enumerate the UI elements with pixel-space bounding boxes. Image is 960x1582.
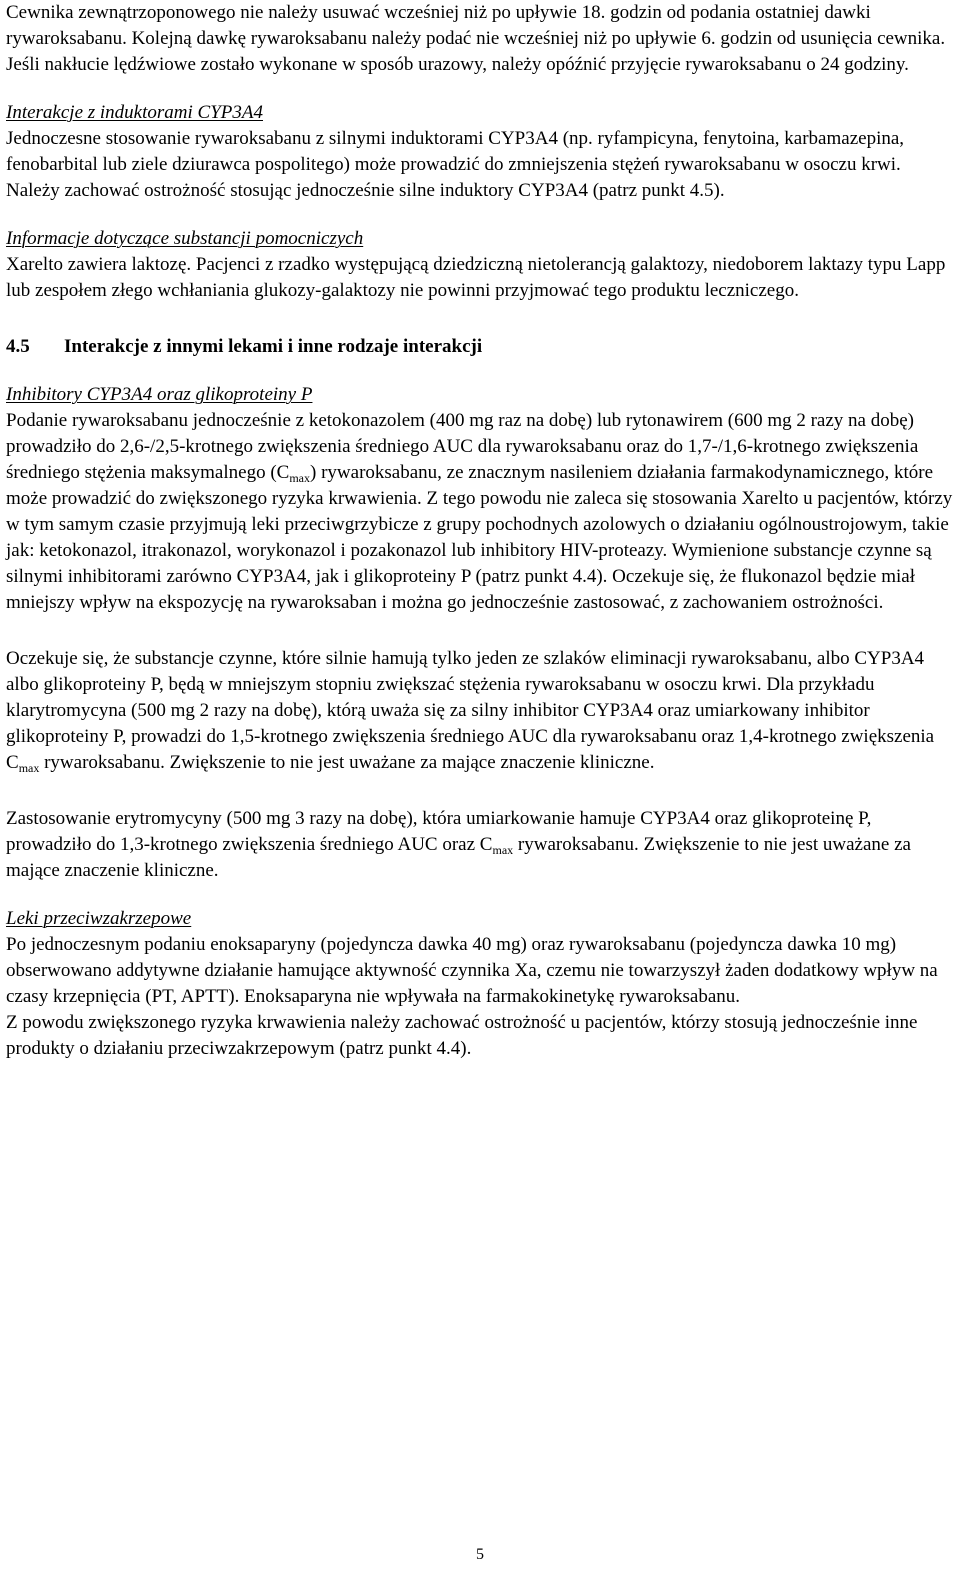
paragraph-inhibitors-clarithromycin [6,646,954,776]
text-segment: Podanie rywaroksabanu jednocześnie z ketokonazolem (400 mg raz na dobę) lub rytonawirem (600 mg 2 razy na dobę) prowadziło do 2,6-/2,5-krotnego zwiększenia średniego AUC dla rywaroksabanu oraz do 1,7-/1,6-krotnego zwiększenia średniego stężenia maksymalnego (C [6,410,919,483]
text-segment: rywaroksabanu. Zwiększenie to nie jest uważane za mające znaczenie kliniczne. [6,834,911,881]
intro-paragraph-catheter: Cewnika zewnątrzoponowego nie należy usuwać wcześniej niż po upływie 18. godzin od podania ostatniej dawki rywaroksabanu. Kolejną dawkę rywaroksabanu należy podać nie wcześniej niż po upływie 6. godzin od usunięcia cewnika. [6,2,946,49]
page-number: 5 [476,1546,484,1563]
paragraph-anticoagulants-enoxaparin: Po jednoczesnym podaniu enoksaparyny (pojedyncza dawka 40 mg) oraz rywaroksabanu (pojedyncza dawka 10 mg) obserwowano addytywne działanie hamujące aktywność czynnika Xa, czemu nie towarzyszył żaden dodatkowy wpływ na czasy krzepnięcia (PT, APTT). Enoksaparyna nie wpływała na farmakokinetykę rywaroksabanu. [6,934,938,1007]
subscript-max: max [18,761,40,775]
section-heading-4-5 [6,334,954,360]
text-segment: Zastosowanie erytromycyny (500 mg 3 razy na dobę), która umiarkowanie hamuje CYP3A4 oraz glikoproteinę P, prowadziło do 1,3-krotnego zwiększenia średniego AUC oraz C [6,808,872,855]
subscript-max: max [492,843,514,857]
document-page [6,0,954,1062]
paragraph-excipients: Xarelto zawiera laktozę. Pacjenci z rzadko występującą dziedziczną nietolerancją galaktozy, niedoborem laktazy typu Lapp lub zespołem złego wchłaniania glukozy-galaktozy nie powinni przyjmować tego produktu leczniczego. [6,254,946,301]
text-segment: Oczekuje się, że substancje czynne, które silnie hamują tylko jeden ze szlaków eliminacji rywaroksabanu, albo CYP3A4 albo glikoproteiny P, będą w mniejszym stopniu zwiększać stężenia rywaroksabanu w osoczu krwi. Dla przykładu klarytromycyna (500 mg 2 razy na dobę), którą uważa się za silny inhibitor CYP3A4 oraz umiarkowany inhibitor glikoproteiny P, prowadzi do 1,5-krotnego zwiększenia średniego AUC dla rywaroksabanu oraz 1,4-krotnego zwiększenia C [6,648,935,773]
paragraph-inhibitors-erythromycin [6,806,954,884]
section-number: 4.5 [6,336,30,357]
heading-inhibitors: Inhibitory CYP3A4 oraz glikoproteiny P [6,384,313,405]
heading-cyp3a4-inducers: Interakcje z induktorami CYP3A4 [6,102,263,123]
paragraph-inhibitors-ketoconazole [6,408,954,616]
heading-anticoagulants: Leki przeciwzakrzepowe [6,908,192,929]
paragraph-cyp3a4-inducers: Jednoczesne stosowanie rywaroksabanu z silnymi induktorami CYP3A4 (np. ryfampicyna, fenytoina, karbamazepina, fenobarbital lub ziele dziurawca pospolitego) może prowadzić do zmniejszenia stężeń rywaroksabanu w osoczu krwi. Należy zachować ostrożność stosując jednocześnie silne induktory CYP3A4 (patrz punkt 4.5). [6,128,905,201]
heading-excipients: Informacje dotyczące substancji pomocniczych [6,228,364,249]
intro-paragraph-lumbar-puncture: Jeśli nakłucie lędźwiowe zostało wykonane w sposób urazowy, należy opóźnić przyjęcie rywaroksabanu o 24 godziny. [6,54,909,75]
subscript-max: max [289,471,311,485]
text-segment: rywaroksabanu. Zwiększenie to nie jest uważane za mające znaczenie kliniczne. [39,752,655,773]
paragraph-anticoagulants-caution: Z powodu zwiększonego ryzyka krwawienia należy zachować ostrożność u pacjentów, którzy stosują jednocześnie inne produkty o działaniu przeciwzakrzepowym (patrz punkt 4.4). [6,1012,918,1059]
text-segment: ) rywaroksabanu, ze znacznym nasileniem działania farmakodynamicznego, które może prowadzić do zwiększonego ryzyka krwawienia. Z tego powodu nie zaleca się stosowania Xarelto u pacjentów, którzy w tym samym czasie przyjmują leki przeciwgrzybicze z grupy pochodnych azolowych o działaniu ogólnoustrojowym, takie jak: ketokonazol, itrakonazol, worykonazol i pozakonazol lub inhibitory HIV-proteazy. Wymienione substancje czynne są silnymi inhibitorami zarówno CYP3A4, jak i glikoproteiny P (patrz punkt 4.4). Oczekuje się, że flukonazol będzie miał mniejszy wpływ na ekspozycję na rywaroksaban i można go jednocześnie zastosować, z zachowaniem ostrożności. [6,462,953,613]
section-title: Interakcje z innymi lekami i inne rodzaje interakcji [64,336,483,357]
